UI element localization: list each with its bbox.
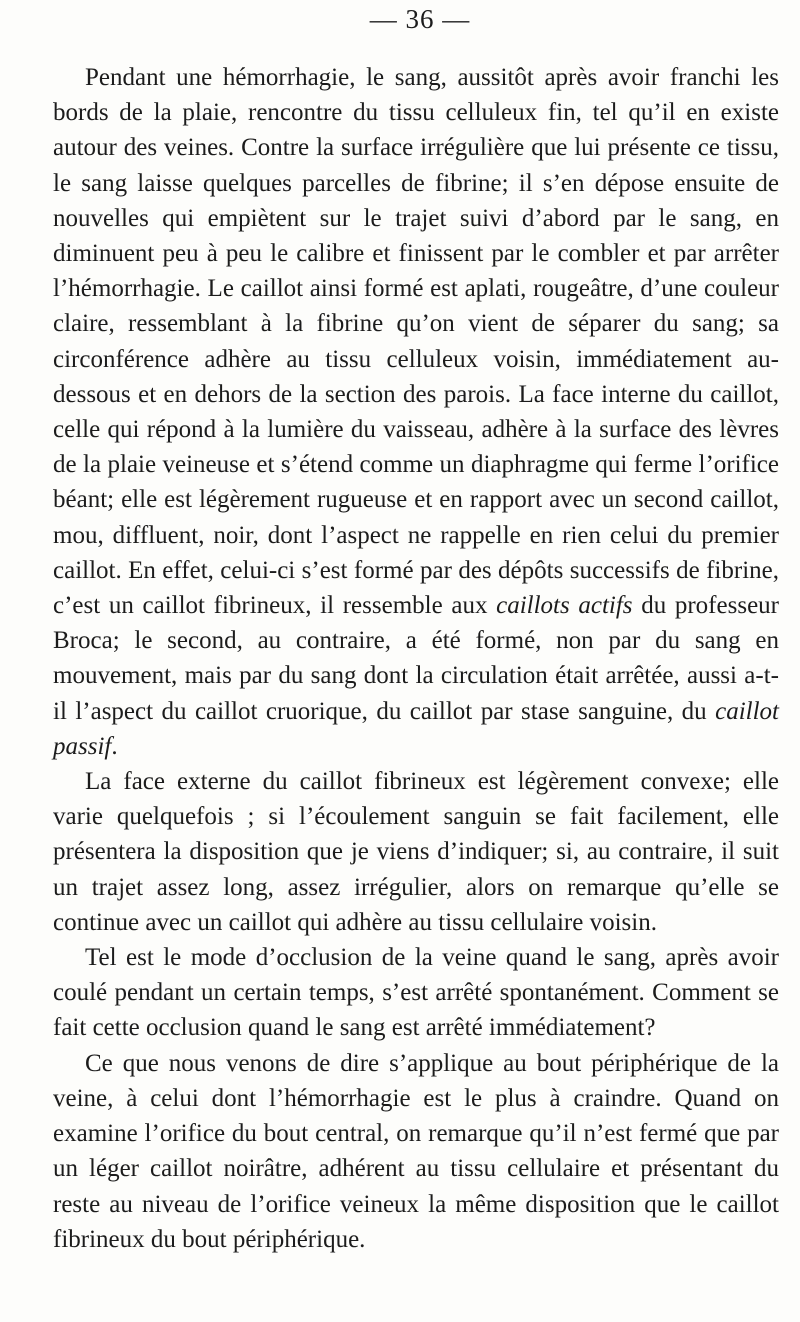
paragraph-text: .: [111, 732, 118, 760]
page-number: — 36 —: [369, 4, 471, 34]
paragraph-central-end: Ce que nous venons de dire s’applique au bout périphérique de la veine, à celui dont l’hémorrhagie est le plus à craindre. Quand on examine l’orifice du bout central, on remarque qu’il n’est fermé que par un léger caillot noirâtre, adhérent au tissu cellulaire et présentant du reste au niveau de l’orifice veineux la même disposition que le caillot fibrineux du bout périphérique.: [53, 1049, 779, 1253]
italic-term-passive-clot: caillot passif: [53, 697, 779, 760]
paragraph-text: Pendant une hémorrhagie, le sang, aussitôt après avoir franchi les bords de la plaie, rencontre du tissu celluleux fin, tel qu’il en existe autour des veines. Contre la surface irrégulière que lui présente ce tissu, le sang laisse quelques parcelles de fibrine; il s’en dépose ensuite de nouvelles qui empiètent sur le trajet suivi d’abord par le sang, en diminuent peu à peu le calibre et finissent par le combler et par arrêter l’hémorrhagie. Le caillot ainsi formé est aplati, rougeâtre, d’une couleur claire, ressemblant à la fibrine qu’on vient de séparer du sang; sa circonférence adhère au tissu celluleux voisin, immédiatement au-dessous et en dehors de la section des parois. La face interne du caillot, celle qui répond à la lumière du vaisseau, adhère à la surface des lèvres de la plaie veineuse et s’étend comme un diaphragme qui ferme l’orifice béant; elle est légèrement rugueuse et en rapport avec un second caillot, mou, diffluent, noir, dont l’aspect ne rappelle en rien celui du premier caillot. En effet, celui-ci s’est formé par des dépôts successifs de fibrine, c’est un caillot fibrineux, il ressemble aux: [53, 64, 779, 620]
paragraph-external-face: La face externe du caillot fibrineux est légèrement convexe; elle varie quelquefois ; si l’écoulement sanguin se fait facilement, elle présentera la disposition que je viens d’indiquer; si, au contraire, il suit un trajet assez long, assez irrégulier, alors on remarque qu’elle se continue avec un caillot qui adhère au tissu cellulaire voisin.: [53, 768, 779, 936]
paragraph-text: du professeur Broca; le second, au contraire, a été formé, non par du sang en mouvement, mais par du sang dont la circulation était arrêtée, aussi a-t-il l’aspect du caillot cruorique, du caillot par stase sanguine, du: [53, 592, 779, 725]
paragraph-clot-formation: [53, 60, 779, 764]
paragraph-occlusion-question: Tel est le mode d’occlusion de la veine quand le sang, après avoir coulé pendant un certain temps, s’est arrêté spontanément. Comment se fait cette occlusion quand le sang est arrêté immédiatement?: [53, 944, 779, 1042]
body-text: [53, 60, 779, 1257]
italic-term-active-clots: caillots actifs: [496, 592, 633, 620]
